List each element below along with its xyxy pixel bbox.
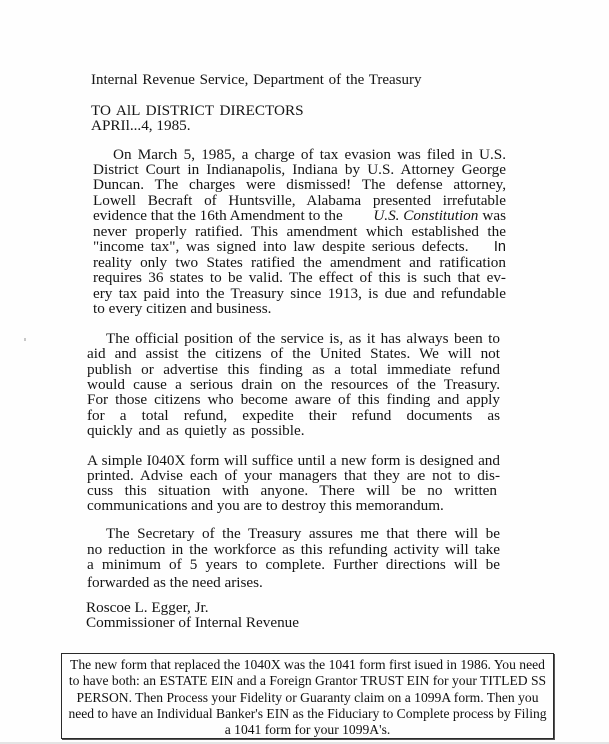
paragraph-line: reality only two States ratified the amendment and ratification bbox=[93, 255, 506, 271]
paragraph-line: quickly and as quietly as possible. bbox=[87, 422, 305, 439]
paragraph-line: cuss this situation with anyone. There will be no written bbox=[87, 483, 497, 499]
notice-line: to have both: an ESTATE EIN and a Foreign Grantor TRUST EIN for your TITLED SS bbox=[68, 673, 547, 688]
paragraph-line: to every citizen and business. bbox=[93, 300, 272, 317]
paragraph-line: requires 36 states to be valid. The effect of this is such that ev- bbox=[93, 270, 506, 286]
line-text: evidence that the 16th Amendment to the bbox=[93, 207, 343, 224]
line-text: was bbox=[482, 207, 506, 224]
paragraph-line: a minimum of 5 years to complete. Further directions will be bbox=[87, 557, 500, 573]
constitution-italic: U.S. Constitution bbox=[373, 207, 479, 224]
paragraph-line bbox=[93, 208, 506, 224]
signature-name: Roscoe L. Egger, Jr. bbox=[86, 599, 209, 616]
paragraph-line bbox=[93, 239, 506, 255]
paragraph-line: communications and you are to destroy this memorandum. bbox=[87, 497, 444, 514]
paragraph-line: For those citizens who become aware of this finding and apply bbox=[87, 392, 500, 408]
paragraph-line: no reduction in the workforce as this refunding activity will take bbox=[87, 542, 500, 558]
paragraph-line: The official position of the service is, as it has always been to bbox=[106, 331, 500, 347]
notice-box bbox=[61, 653, 554, 739]
line-text: "income tax", was signed into law despite serious defects. bbox=[93, 238, 469, 255]
memo-date: APRIl...4, 1985. bbox=[91, 117, 191, 134]
paragraph-line: never properly ratified. This amendment which established the bbox=[93, 224, 506, 240]
sans-word: In bbox=[493, 239, 506, 255]
paragraph-line: District Court in Indianapolis, Indiana by U.S. Attorney George bbox=[93, 162, 506, 178]
scan-artifact bbox=[24, 338, 26, 341]
paragraph-line: ery tax paid into the Treasury since 1913, is due and refundable bbox=[93, 286, 506, 302]
paragraph-line: Lowell Becraft of Huntsville, Alabama presented irrefutable bbox=[93, 193, 506, 209]
notice-line: The new form that replaced the 1040X was the 1041 form first isued in 1986. You need bbox=[70, 657, 545, 672]
paragraph-line: On March 5, 1985, a charge of tax evasion was filed in U.S. bbox=[113, 147, 506, 163]
notice-line: a 1041 form for your 1099A's. bbox=[224, 722, 391, 737]
paragraph-line: A simple I040X form will suffice until a new form is designed and bbox=[87, 453, 500, 469]
paragraph-line: aid and assist the citizens of the United States. We will not bbox=[87, 346, 500, 362]
paragraph-line: The Secretary of the Treasury assures me that there will be bbox=[106, 526, 500, 542]
notice-line: PERSON. Then Process your Fidelity or Guaranty claim on a 1099A form. Then you bbox=[76, 690, 539, 705]
addressee-line: TO AlL DISTRICT DIRECTORS bbox=[91, 102, 304, 119]
paragraph-line: Duncan. The charges were dismissed! The defense attorney, bbox=[93, 177, 506, 193]
paragraph-line: forwarded as the need arises. bbox=[87, 574, 263, 591]
paragraph-line: printed. Advise each of your managers that they are not to dis- bbox=[87, 468, 500, 484]
notice-line: need to have an Individual Banker's EIN as the Fiduciary to Complete process by Filing bbox=[68, 706, 547, 721]
paragraph-line: for a total refund, expedite their refund documents as bbox=[87, 408, 500, 424]
signature-title: Commissioner of Internal Revenue bbox=[86, 614, 299, 631]
paragraph-line: would cause a serious drain on the resources of the Treasury. bbox=[87, 377, 500, 393]
agency-heading: Internal Revenue Service, Department of the Treasury bbox=[91, 72, 422, 88]
paragraph-line: publish or advertise this finding as a total immediate refund bbox=[87, 362, 500, 378]
